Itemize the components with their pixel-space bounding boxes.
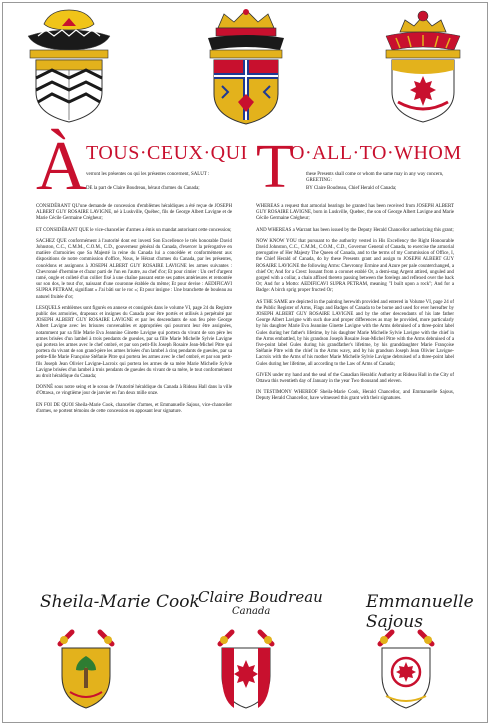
canadian-heraldic-authority-emblem (200, 6, 292, 126)
french-text-column (36, 204, 232, 420)
signature-center-sub: Canada (232, 606, 271, 617)
canadian-heraldic-authority-seal (212, 628, 280, 714)
english-drop-capital: T (256, 133, 294, 201)
french-paragraph: LESQUELS emblèmes sont figurés en annexe et consignés dans le volume VI, page 24 du Registre public des armoiries, drapeaux et insignes du Canada pour être portés et utilisés à perpétuité par JOSEPH ALBERT GUY ROSAIRE LAVIGNE et par les descendants de son feu père George Albert Lavigne avec les brisures convenables et appropriées qui pourront leur être assignées, notamment par sa fille Marie Eva Jeannine Ginette Lavigne qui portera du vivant de son père les armes brisées d'un lambel à trois pendants de gueules, par sa fille Marie Michelle Sylvie Lavigne qui portera les armes avec le chef ombré, et par son petit-fils Joseph Rosaire Jean-Michel Pitre qui portera du vivant de son grand-père les armes brisées d'un lambel à cinq pendants de gueules, par sa petite-fille Marie Françoise Stéfanie Pitre qui portera les armes avec le chef ombré, et par son petit-fils Joseph Jean Olivier Lavigne-Lacroix qui portera les armes de sa mère Marie Michelle Sylvie Lavigne brisées d'un lambel à trois pendants de gueules du vivant de sa mère, le tout conformément au droit héraldique du Canada; (36, 305, 232, 380)
english-paragraph: AND WHEREAS a Warrant has been issued by the Deputy Herald Chancellor authorizing this grant; (256, 227, 454, 233)
english-heading: O·ALL·TO·WHOM (290, 142, 462, 164)
chief-herald-arms-emblem (378, 6, 468, 124)
english-paragraph: AS THE SAME are depicted in the painting herewith provided and entered in Volume VI, page 24 of the Public Register of Arms, Flags and Badges of Canada to be borne and used for ever hereafter by JOSEPH ALBERT GUY ROSAIRE LAVIGNE and by the other descendants of his late father George Albert Lavigne with such due and proper differences as may be provided, more particularly by his daughter Marie Eva Jeannine Ginette Lavigne with the Arms debruised of a three-point label Gules during her father's lifetime, by his daughter Marie Michelle Sylvie Lavigne with the chief in the Arms embattled, by his grandson Joseph Rosaire Jean-Michel Pitre with the Arms debruised of a five-point label Gules during his grandfather's lifetime, by his granddaughter Marie Françoise Stéfanie Pitre with the chief in the Arms wavy, and by his grandson Joseph Jean Olivier Lavigne-Lacroix with the Arms of his mother Marie Michelle Sylvie Lavigne debruised of a three-point label Gules during her lifetime, all according to the Law of Arms of Canada; (256, 299, 454, 367)
english-paragraph: IN TESTIMONY WHEREOF Sheila-Marie Cook, Herald Chancellor, and Emmanuelle Sajous, Deputy Herald Chancellor, have witnessed this grant with their signatures. (256, 390, 454, 402)
french-drop-capital: À (36, 128, 87, 205)
french-sender: DE la part de Claire Boudreau, héraut d'armes du Canada; (86, 186, 200, 191)
english-paragraph: GIVEN under my hand and the seal of the Canadian Heraldic Authority at Rideau Hall in the City of Ottawa this twentieth day of January in the year Two thousand and eleven. (256, 372, 454, 385)
french-paragraph: ET CONSIDÉRANT QUE le vice-chancelier d'armes a émis un mandat autorisant cette concession; (36, 227, 232, 233)
signature-right: Emmanuelle Sajous (366, 592, 474, 632)
french-paragraph: CONSIDÉRANT QU'une demande de concession d'emblèmes héraldiques a été reçue de JOSEPH ALBERT GUY ROSAIRE LAVIGNE, né à Luskville, Québec, fils de George Albert Lavigne et de Marie Cécile Germaine Crégheur; (36, 204, 232, 222)
french-heading: TOUS·CEUX·QUI (86, 142, 248, 164)
signature-left: Sheila-Marie Cook (40, 592, 200, 612)
grantee-arms-emblem (24, 6, 114, 124)
signature-center: Claire Boudreau (198, 588, 323, 606)
french-greeting: verront les présentes ou qui les présentes concernent, SALUT : (86, 172, 210, 177)
english-greeting: these Presents shall come or whom the same may in any way concern, GREETING: (306, 172, 444, 184)
french-paragraph: EN FOI DE QUOI Sheila-Marie Cook, chancelier d'armes, et Emmanuelle Sajous, vice-chancelier d'armes, se portent témoins de cette concession en apposant leur signature. (36, 402, 232, 414)
french-paragraph: SACHEZ QUE conformément à l'autorité dont est investi Son Excellence le très honorable David Johnston, C.C., C.M.M., C.O.M., C.D., gouverneur général du Canada, d'exercer la prérogative en matière d'armoiries que Sa Majesté la reine du Canada lui a concédée et conformément aux dispositions de notre commission d'office, Nous, le Héraut d'armes du Canada, par les présentes, concédons et assignons à JOSEPH ALBERT GUY ROSAIRE LAVIGNE les armes suivantes : Chevronné d'hermine et d'azur parti de l'un en l'autre, au chef d'or; Et pour cimier : Un cerf d'argent ramé, ongle et colleté d'un collier fixé à une chaîne passant entre ses pattes antérieures et remontée sur son dos, le tout d'or, naissant d'une couronne érablée du même; Et pour devise : AEDIFICAVI SUPRA PETRAM, signifiant « J'ai bâti sur le roc »; Et pour insigne : Une branchette de bouleau au naturel fruitée d'or; (36, 238, 232, 300)
english-paragraph: WHEREAS a request that armorial bearings be granted has been received from JOSEPH ALBERT GUY ROSAIRE LAVIGNE, born in Luskville, Quebec, the son of George Albert Lavigne and Marie Cécile Germaine Crégheur; (256, 204, 454, 222)
english-text-column (256, 204, 454, 408)
english-paragraph: NOW KNOW YOU that pursuant to the authority vested in His Excellency the Right Honourable David Johnston, C.C., C.M.M., C.O.M., C.D., Governor General of Canada, to exercise the armorial prerogative of Her Majesty The Queen of Canada, and to the terms of my Commission of Office, I, the Chief Herald of Canada, do by these Presents grant and assign to JOSEPH ALBERT GUY ROSAIRE LAVIGNE the following Arms: Chevronny Ermine and Azure per pale counterchanged, a chief Or; And for a Crest: Issuant from a coronet erablé Or, a demi-stag Argent attired, unguled and gorged with a collar, a chain affixed thereto passing between the forelegs and reflexed over the back Or; And for a Motto: AEDIFICAVI SUPRA PETRAM, meaning "I built upon a rock"; And for a Badge: A birch sprig proper fructed Or; (256, 238, 454, 294)
deputy-herald-chancellor-seal (372, 628, 440, 714)
french-paragraph: DONNÉ sous notre seing et le sceau de l'Autorité héraldique du Canada à Rideau Hall dans la ville d'Ottawa, ce vingtième jour de janvier en l'an deux mille onze. (36, 385, 232, 397)
herald-chancellor-seal (52, 628, 120, 714)
english-sender: BY Claire Boudreau, Chief Herald of Canada; (306, 186, 397, 191)
